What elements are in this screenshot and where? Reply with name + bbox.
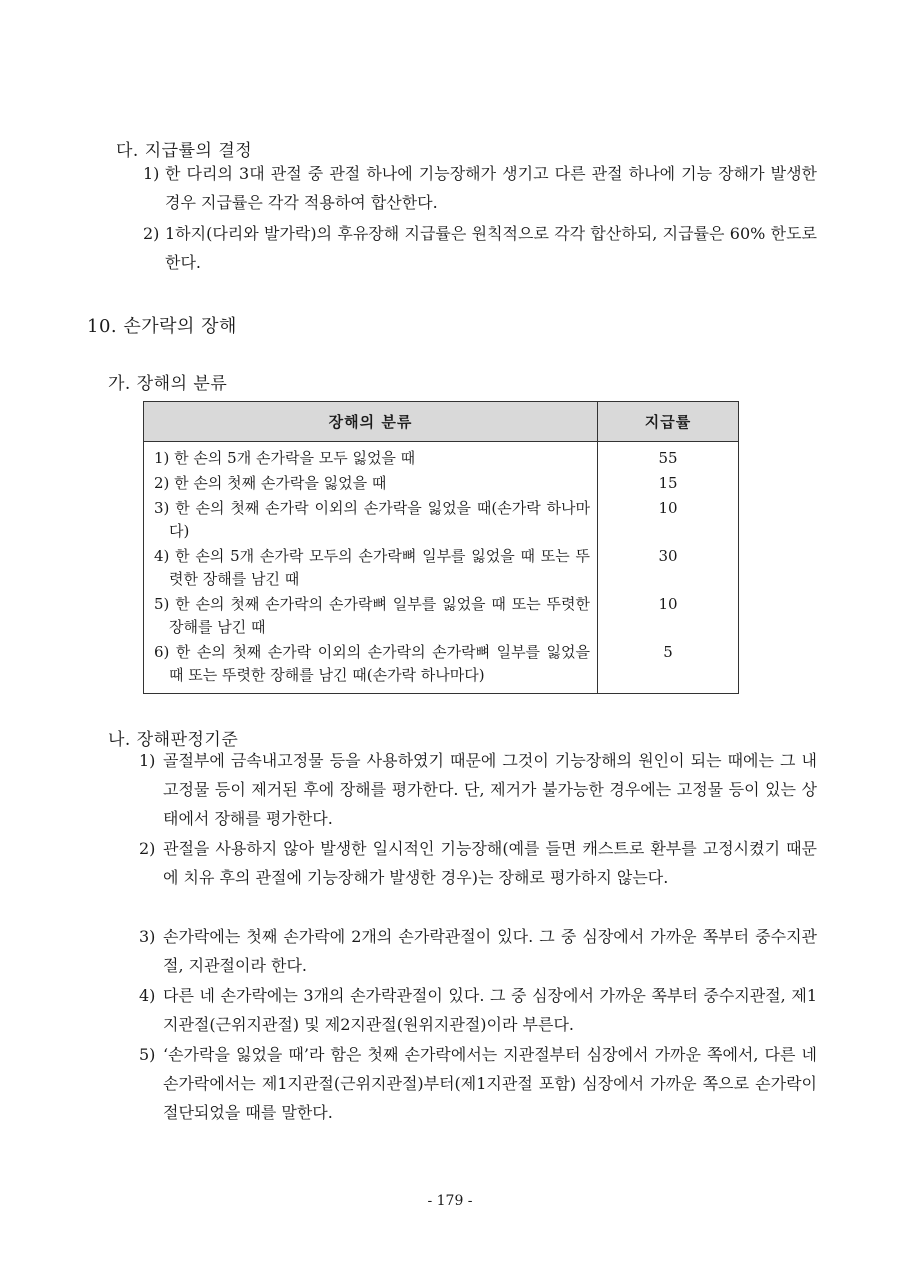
item-number: 3) (139, 927, 156, 946)
item-text: 1하지(다리와 발가락)의 후유장해 지급률은 원칙적으로 각각 합산하되, 지급률은 60% 한도로 한다. (165, 224, 817, 272)
rate-cell: 30 (658, 547, 678, 565)
rate-cell: 10 (658, 499, 678, 517)
item-text: 골절부에 금속내고정물 등을 사용하였기 때문에 그것이 기능장해의 원인이 되는 때에는 그 내고정물 등이 제거된 후에 장해를 평가한다. 단, 제거가 불가능한 경우에는 고정물 등이 있는 상태에서 장해를 평가한다. (163, 751, 817, 828)
table-row (144, 640, 739, 694)
classification-cell: 3) 한 손의 첫째 손가락 이외의 손가락을 잃었을 때(손가락 하나마다) (154, 499, 590, 540)
item-number: 2) (143, 224, 160, 243)
classification-cell: 1) 한 손의 5개 손가락을 모두 잃었을 때 (154, 449, 416, 467)
table-row (144, 442, 739, 472)
table-row (144, 544, 739, 592)
rate-cell: 15 (658, 474, 678, 492)
rate-cell: 55 (658, 449, 678, 467)
column-header-rate: 지급률 (598, 402, 739, 442)
item-number: 1) (143, 164, 160, 183)
item-number: 4) (139, 986, 156, 1005)
table-row (144, 496, 739, 544)
classification-cell: 4) 한 손의 5개 손가락 모두의 손가락뼈 일부를 잃었을 때 또는 뚜렷한 장해를 남긴 때 (154, 547, 590, 588)
section-ga-title: 가. 장해의 분류 (108, 374, 228, 394)
list-item (139, 834, 817, 892)
section-da-title: 다. 지급률의 결정 (116, 141, 253, 161)
table-header-row (144, 402, 739, 442)
section-10-title: 10. 손가락의 장해 (87, 316, 237, 337)
item-number: 2) (139, 839, 156, 858)
disability-table (143, 401, 739, 694)
rate-cell: 5 (663, 643, 673, 661)
item-text: 한 다리의 3대 관절 중 관절 하나에 기능장해가 생기고 다른 관절 하나에 기능 장해가 발생한 경우 지급률은 각각 적용하여 합산한다. (165, 164, 817, 212)
classification-cell: 2) 한 손의 첫째 손가락을 잃었을 때 (154, 474, 387, 492)
item-text: 다른 네 손가락에는 3개의 손가락관절이 있다. 그 중 심장에서 가까운 쪽부터 중수지관절, 제1지관절(근위지관절) 및 제2지관절(원위지관절)이라 부른다. (163, 986, 817, 1034)
item-text: 관절을 사용하지 않아 발생한 일시적인 기능장해(예를 들면 캐스트로 환부를 고정시켰기 때문에 치유 후의 관절에 기능장해가 발생한 경우)는 장해로 평가하지 않는다. (163, 839, 817, 887)
list-item (139, 981, 817, 1039)
list-item (139, 746, 817, 833)
table-row (144, 471, 739, 496)
item-text: ‘손가락을 잃었을 때’라 함은 첫째 손가락에서는 지관절부터 심장에서 가까운 쪽에서, 다른 네 손가락에서는 제1지관절(근위지관절)부터(제1지관절 포함) 심장에서 가까운 쪽으로 손가락이 절단되었을 때를 말한다. (163, 1045, 817, 1122)
section-na-title: 나. 장해판정기준 (108, 730, 239, 750)
item-number: 5) (139, 1045, 156, 1064)
item-number: 1) (139, 751, 156, 770)
list-item (139, 1040, 817, 1127)
rate-cell: 10 (658, 595, 678, 613)
list-item (143, 159, 817, 217)
list-item (143, 219, 817, 277)
column-header-classification: 장해의 분류 (144, 402, 598, 442)
page-number: - 179 - (427, 1193, 473, 1209)
item-text: 손가락에는 첫째 손가락에 2개의 손가락관절이 있다. 그 중 심장에서 가까운 쪽부터 중수지관절, 지관절이라 한다. (163, 927, 817, 975)
classification-cell: 5) 한 손의 첫째 손가락의 손가락뼈 일부를 잃었을 때 또는 뚜렷한 장해를 남긴 때 (154, 595, 590, 636)
list-item (139, 922, 817, 980)
classification-cell: 6) 한 손의 첫째 손가락 이외의 손가락의 손가락뼈 일부를 잃었을 때 또는 뚜렷한 장해를 남긴 때(손가락 하나마다) (154, 643, 590, 684)
table-row (144, 592, 739, 640)
